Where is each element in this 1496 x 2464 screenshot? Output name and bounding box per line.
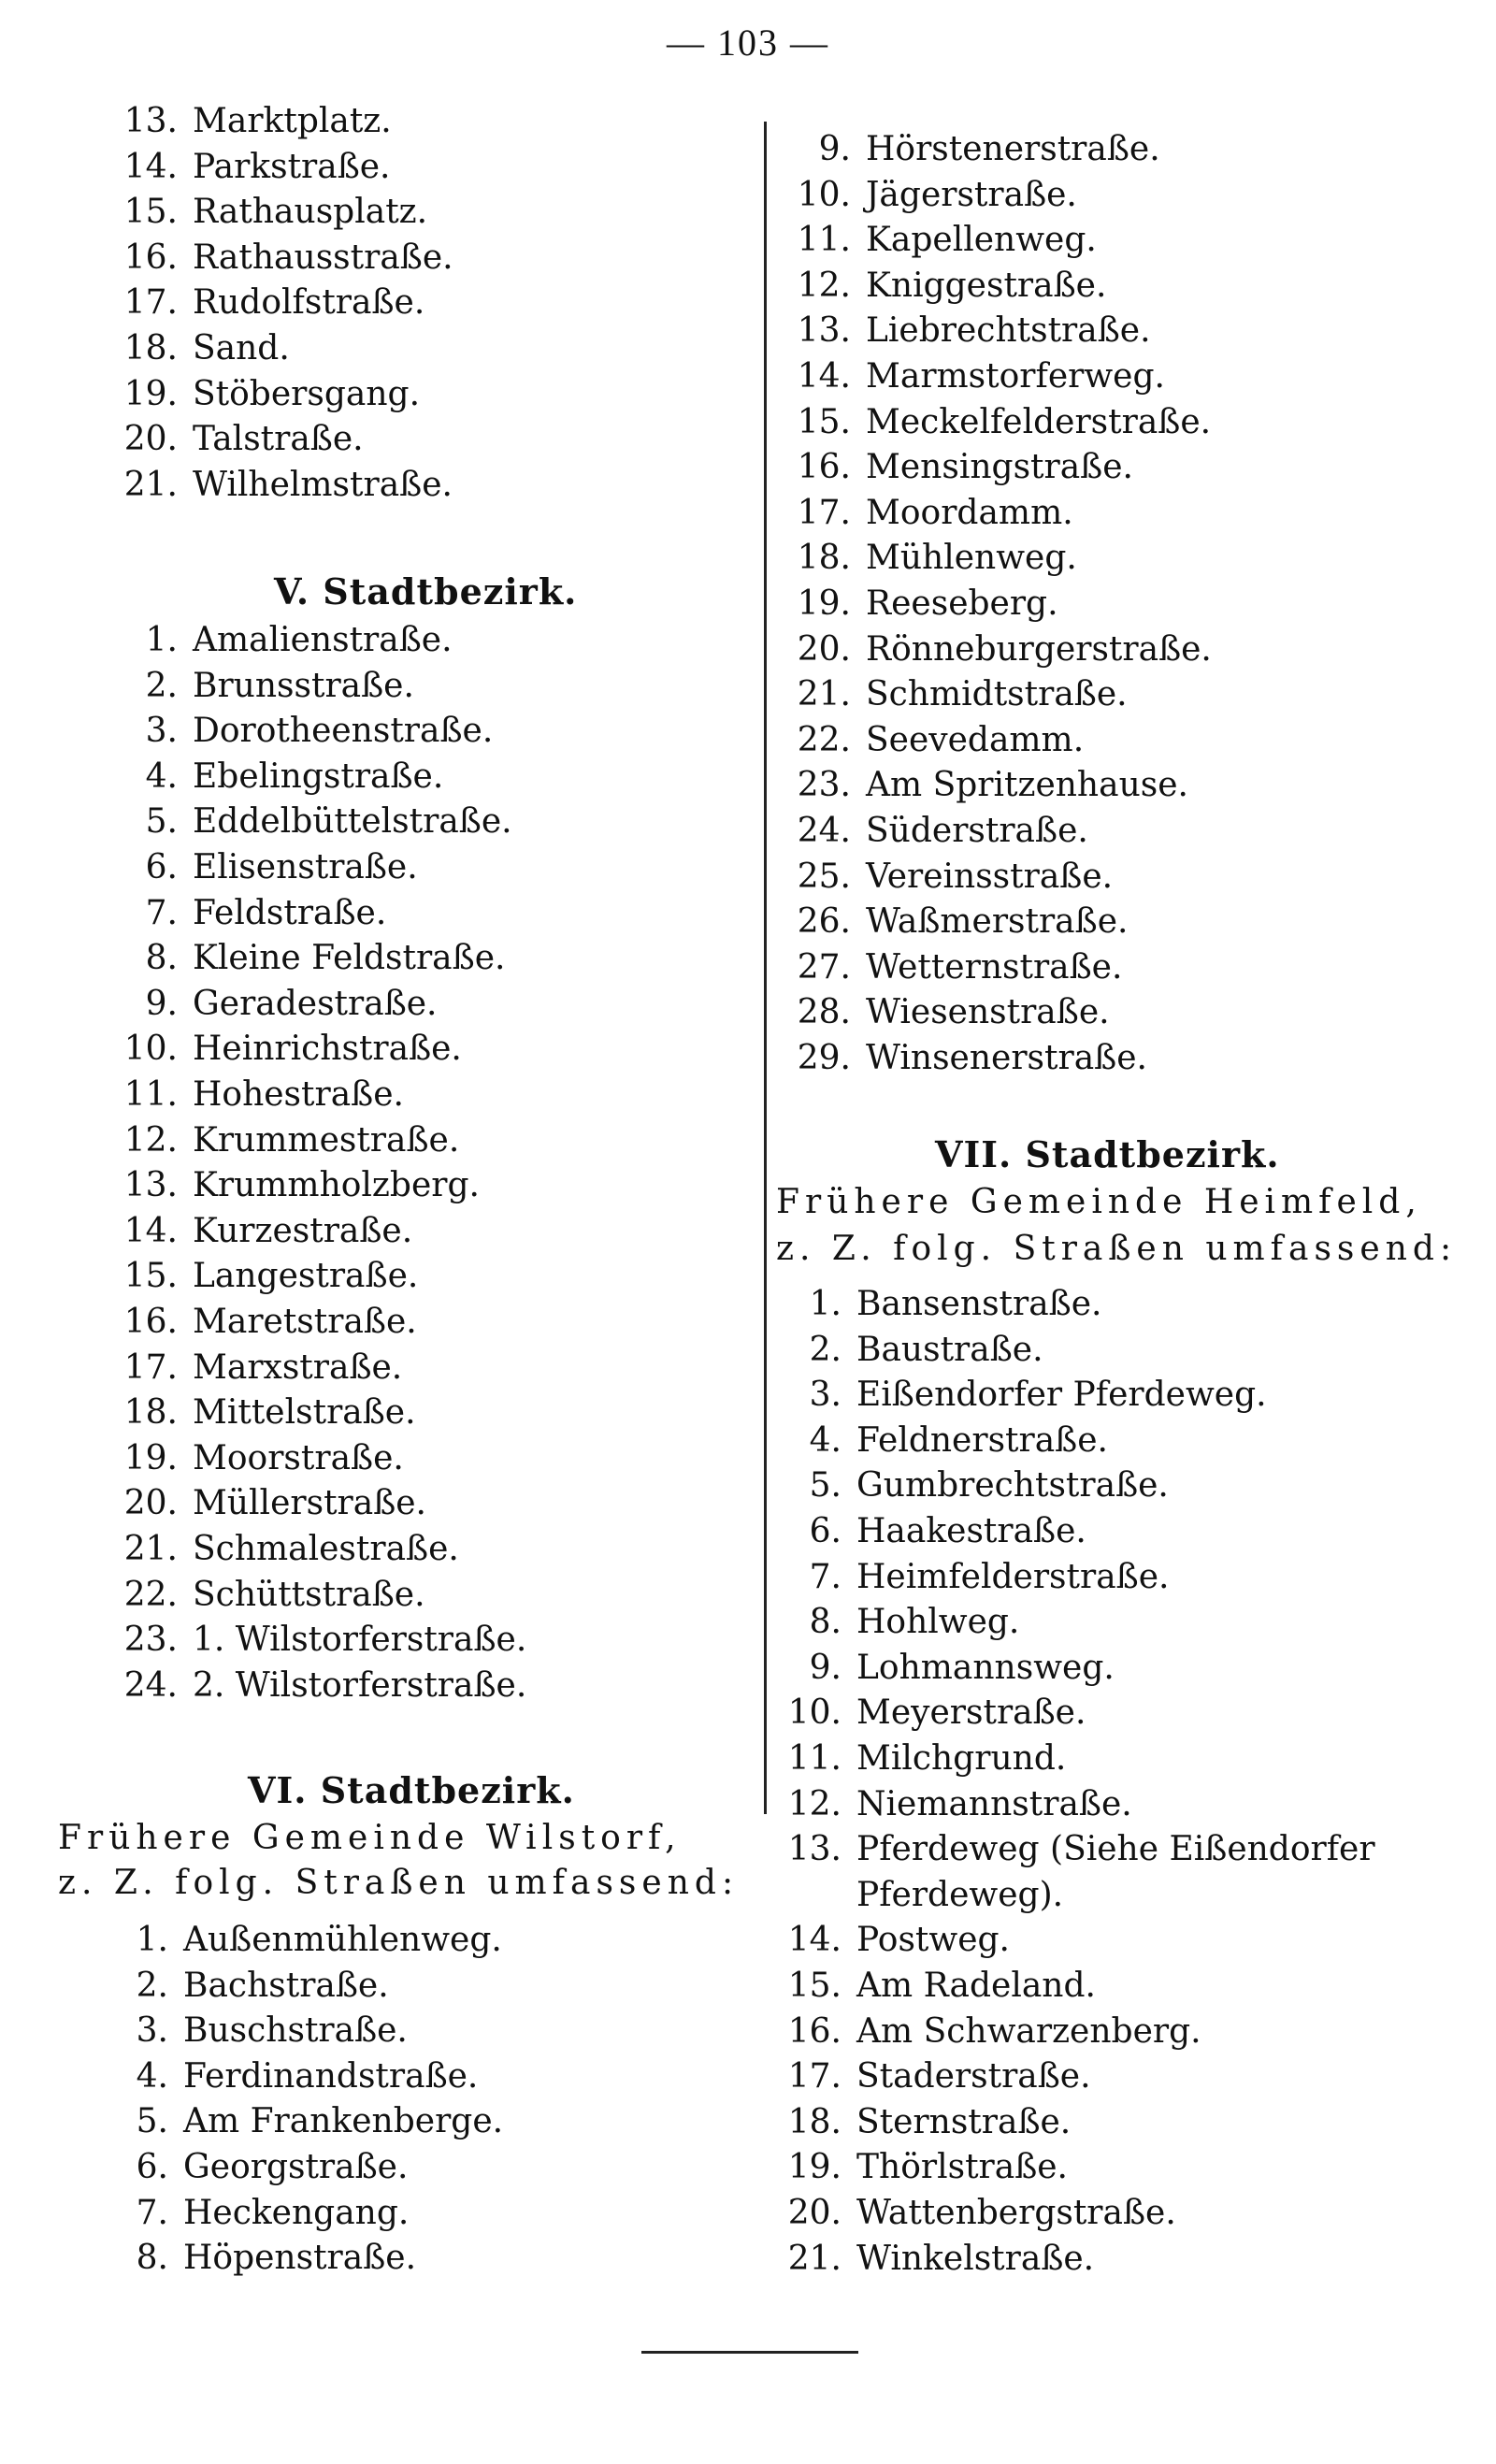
street-number: 12. — [123, 1120, 178, 1160]
street-entry — [94, 713, 493, 750]
street-name: Wattenbergstraße. — [856, 2194, 1176, 2232]
street-number: 21. — [123, 1530, 178, 1568]
street-entry — [757, 1740, 1066, 1778]
street-number: 17. — [797, 493, 851, 532]
street-entry — [767, 858, 1113, 896]
street-entry — [767, 449, 1133, 486]
street-entry — [94, 1030, 462, 1068]
street-name: Meckelfelderstraße. — [866, 402, 1212, 441]
street-entry — [767, 676, 1128, 713]
street-number: 12. — [787, 1784, 842, 1823]
street-name: Eißendorfer Pferdeweg. — [856, 1376, 1267, 1415]
street-entry — [94, 940, 505, 977]
street-name: Hohlweg. — [856, 1603, 1020, 1642]
street-name: Süderstraße. — [866, 812, 1088, 850]
street-name: Rönneburgerstraße. — [866, 629, 1212, 669]
street-name: Bachstraße. — [183, 1966, 389, 2005]
street-number: 25. — [797, 857, 851, 896]
street-number: 21. — [123, 465, 178, 504]
street-name: Feldnerstraße. — [856, 1420, 1108, 1460]
street-entry — [84, 2012, 408, 2050]
street-entry — [84, 2195, 409, 2232]
street-number: 26. — [797, 902, 851, 942]
street-number: 11. — [797, 221, 851, 260]
street-entry — [757, 2149, 1068, 2186]
street-name: Thörlstraße. — [856, 2148, 1069, 2187]
street-number: 17. — [123, 283, 178, 323]
street-entry — [94, 1167, 480, 1204]
street-entry — [767, 131, 1160, 168]
street-entry — [767, 767, 1188, 804]
street-entry — [94, 1577, 425, 1614]
street-name: Waßmerstraße. — [866, 902, 1129, 942]
street-name: Außenmühlenweg. — [183, 1921, 502, 1959]
street-number: 8. — [145, 939, 178, 978]
street-entry — [94, 803, 512, 841]
street-name: Kleine Feldstraße. — [193, 939, 506, 978]
street-number: 21. — [797, 675, 851, 714]
street-name: Winkelstraße. — [856, 2239, 1095, 2278]
street-name: Rathausstraße. — [193, 238, 453, 277]
street-entry — [94, 376, 420, 413]
street-number: 15. — [797, 402, 851, 441]
street-name: Schmidtstraße. — [866, 675, 1128, 714]
street-entry — [94, 1621, 526, 1659]
street-entry — [94, 849, 418, 886]
street-entry — [94, 149, 391, 186]
street-entry — [94, 668, 414, 705]
street-number: 6. — [809, 1512, 842, 1550]
street-name: Bansenstraße. — [856, 1285, 1102, 1323]
street-number: 16. — [797, 448, 851, 487]
street-name: Feldstraße. — [193, 893, 387, 932]
street-entry — [767, 585, 1058, 623]
street-number: 20. — [123, 420, 178, 459]
street-name: Marktplatz. — [193, 102, 392, 140]
street-number: 5. — [136, 2102, 168, 2141]
street-entry — [84, 2058, 478, 2096]
street-entry — [84, 1922, 502, 1959]
street-number: 29. — [797, 1039, 851, 1077]
street-entry — [767, 903, 1128, 941]
street-name: Langestraße. — [193, 1257, 419, 1296]
street-name: Hörstenerstraße. — [866, 130, 1160, 168]
street-name: Seevedamm. — [866, 720, 1085, 759]
street-name: Maretstraße. — [193, 1303, 417, 1341]
street-number: 23. — [797, 766, 851, 805]
street-number: 11. — [787, 1739, 842, 1778]
district-v-heading: V. Stadtbezirk. — [274, 570, 578, 612]
street-name: Krummestraße. — [193, 1120, 460, 1160]
street-number: 7. — [145, 893, 178, 932]
street-name: Meyerstraße. — [856, 1693, 1086, 1733]
street-entry — [84, 2149, 408, 2186]
street-name: Schmalestraße. — [193, 1530, 459, 1568]
street-name: Müllerstraße. — [193, 1484, 426, 1523]
street-name: Marmstorferweg. — [866, 357, 1165, 396]
street-entry — [94, 1440, 404, 1477]
street-name: Hohestraße. — [193, 1075, 404, 1114]
street-entry — [757, 1559, 1169, 1596]
street-number: 10. — [787, 1693, 842, 1733]
street-name: Ebelingstraße. — [193, 756, 444, 796]
street-number: 14. — [797, 357, 851, 396]
street-name: Wilhelmstraße. — [193, 465, 453, 504]
street-number: 19. — [797, 584, 851, 623]
street-name: Dorotheenstraße. — [193, 712, 494, 751]
street-entry — [757, 2241, 1094, 2278]
street-name: Baustraße. — [856, 1330, 1043, 1369]
street-number: 21. — [787, 2239, 842, 2278]
street-entry — [757, 1422, 1108, 1460]
street-name: Heinrichstraße. — [193, 1030, 462, 1069]
street-entry — [94, 421, 364, 458]
street-name: Krummholzberg. — [193, 1166, 480, 1205]
street-number: 27. — [797, 947, 851, 987]
street-number: 19. — [123, 374, 178, 413]
street-entry — [757, 1922, 1010, 1959]
street-entry — [757, 2104, 1071, 2141]
street-number: 18. — [123, 329, 178, 367]
street-name: Rathausplatz. — [193, 193, 428, 232]
street-name: 2. Wilstorferstraße. — [193, 1665, 527, 1705]
street-entry — [94, 758, 443, 796]
street-name: Moorstraße. — [193, 1438, 404, 1477]
street-name: Jägerstraße. — [866, 175, 1077, 214]
street-number: 10. — [123, 1030, 178, 1069]
street-number: 20. — [787, 2194, 842, 2232]
street-entry — [94, 622, 453, 659]
street-name: Elisenstraße. — [193, 848, 418, 886]
street-entry — [94, 467, 453, 504]
street-name: Wetternstraße. — [866, 947, 1123, 987]
street-name: Moordamm. — [866, 493, 1073, 532]
street-entry — [757, 1286, 1101, 1323]
street-name: Liebrechtstraße. — [866, 311, 1151, 351]
street-number: 16. — [787, 2011, 842, 2051]
street-number: 1. — [136, 1921, 168, 1959]
street-name: Pferdeweg). — [856, 1875, 1064, 1914]
street-number: 20. — [797, 629, 851, 669]
street-number: 4. — [145, 756, 178, 796]
street-number: 16. — [123, 1303, 178, 1341]
street-entry — [94, 1076, 404, 1114]
street-number: 3. — [136, 2011, 168, 2051]
street-number: 9. — [818, 130, 851, 168]
street-number: 13. — [797, 311, 851, 351]
street-name: Am Spritzenhause. — [866, 766, 1188, 805]
street-entry — [94, 239, 453, 277]
street-entry — [94, 1258, 418, 1295]
street-name: Sternstraße. — [856, 2102, 1072, 2141]
street-number: 7. — [809, 1557, 842, 1596]
street-name: Winsenerstraße. — [866, 1039, 1147, 1077]
street-number: 16. — [123, 238, 178, 277]
street-number: 8. — [136, 2239, 168, 2278]
street-entry — [94, 194, 427, 231]
street-entry — [94, 1531, 459, 1568]
street-entry — [767, 404, 1211, 441]
street-entry — [767, 540, 1077, 577]
street-name: Niemannstraße. — [856, 1784, 1132, 1823]
street-number: 3. — [145, 712, 178, 751]
street-number: 1. — [809, 1285, 842, 1323]
street-name: Eddelbüttelstraße. — [193, 802, 512, 842]
street-name: Staderstraße. — [856, 2057, 1091, 2097]
street-number: 15. — [787, 1967, 842, 2005]
street-number: 15. — [123, 1257, 178, 1296]
street-number: 23. — [123, 1621, 178, 1660]
street-entry — [757, 1694, 1086, 1732]
district-vii-intro-line-2: z. Z. folg. Straßen umfassend: — [776, 1230, 1458, 1268]
street-number: 28. — [797, 993, 851, 1032]
street-number: 7. — [136, 2193, 168, 2232]
street-name: Amalienstraße. — [193, 621, 453, 659]
street-name: Buschstraße. — [183, 2011, 408, 2051]
street-entry — [757, 1467, 1169, 1505]
street-name: Am Radeland. — [856, 1967, 1096, 2005]
street-entry — [757, 2058, 1091, 2096]
street-name: Sand. — [193, 329, 290, 367]
street-entry — [94, 1349, 402, 1387]
street-number: 5. — [145, 802, 178, 842]
district-vii-heading: VII. Stadtbezirk. — [935, 1133, 1280, 1175]
street-name: Brunsstraße. — [193, 666, 414, 705]
street-entry — [94, 1122, 459, 1160]
street-number: 2. — [136, 1966, 168, 2005]
street-name: Milchgrund. — [856, 1739, 1067, 1778]
street-name: Mittelstraße. — [193, 1393, 416, 1433]
street-entry — [767, 222, 1097, 259]
street-entry — [767, 312, 1151, 350]
street-entry — [757, 1967, 1096, 2005]
street-number: 18. — [797, 539, 851, 578]
street-name: Kapellenweg. — [866, 221, 1097, 260]
street-name: Am Frankenberge. — [183, 2102, 504, 2141]
street-number: 18. — [787, 2102, 842, 2141]
street-number: 4. — [809, 1420, 842, 1460]
street-number: 6. — [145, 848, 178, 886]
street-name: Mühlenweg. — [866, 539, 1077, 578]
street-number: 13. — [787, 1830, 842, 1869]
street-entry — [767, 813, 1088, 850]
street-name: Ferdinandstraße. — [183, 2056, 479, 2096]
street-number: 2. — [809, 1330, 842, 1369]
street-entry — [757, 1332, 1043, 1369]
street-entry — [767, 1040, 1147, 1077]
street-number: 6. — [136, 2148, 168, 2186]
street-entry — [84, 2240, 416, 2277]
street-entry — [94, 1304, 417, 1341]
street-entry — [757, 1513, 1086, 1550]
street-number: 20. — [123, 1484, 178, 1523]
street-number: 19. — [123, 1438, 178, 1477]
street-number: 22. — [123, 1575, 178, 1614]
street-entry — [767, 358, 1165, 396]
street-entry — [94, 1213, 412, 1250]
street-name: Vereinsstraße. — [866, 857, 1114, 896]
street-entry — [757, 2013, 1201, 2051]
street-entry — [767, 267, 1106, 305]
street-name: Postweg. — [856, 1921, 1010, 1960]
street-entry — [94, 1394, 416, 1432]
street-name: Reeseberg. — [866, 584, 1058, 623]
street-number: 11. — [123, 1075, 178, 1114]
street-name: Pferdeweg (Siehe Eißendorfer — [856, 1830, 1375, 1869]
street-entry — [767, 495, 1073, 532]
street-entry — [757, 1650, 1115, 1687]
street-entry — [757, 1786, 1132, 1823]
street-entry — [94, 284, 424, 322]
street-name: Lohmannsweg. — [856, 1648, 1115, 1687]
street-entry — [94, 1485, 426, 1522]
street-name: Haakestraße. — [856, 1512, 1086, 1550]
page-number: — 103 — — [667, 22, 829, 64]
street-name: Georgstraße. — [183, 2148, 409, 2186]
street-name: Schüttstraße. — [193, 1575, 425, 1614]
street-entry — [757, 1831, 1375, 1868]
street-entry — [767, 994, 1110, 1031]
street-name: Wiesenstraße. — [866, 993, 1110, 1032]
street-name: Heckengang. — [183, 2193, 410, 2232]
bottom-rule — [641, 2351, 858, 2354]
street-number: 14. — [123, 147, 178, 186]
street-number: 9. — [145, 984, 178, 1023]
street-number: 13. — [123, 102, 178, 140]
street-entry — [94, 986, 438, 1023]
street-name: Stöbersgang. — [193, 374, 421, 413]
street-number: 12. — [797, 266, 851, 305]
street-name: Am Schwarzenberg. — [856, 2011, 1201, 2051]
street-entry — [94, 895, 386, 932]
street-entry — [767, 949, 1122, 987]
street-entry — [94, 103, 392, 140]
street-entry — [767, 722, 1084, 759]
street-number: 8. — [809, 1603, 842, 1642]
street-number: 4. — [136, 2056, 168, 2096]
district-vi-heading: VI. Stadtbezirk. — [248, 1769, 575, 1811]
street-name: Kniggestraße. — [866, 266, 1107, 305]
street-name: Marxstraße. — [193, 1347, 403, 1387]
street-name: Talstraße. — [193, 420, 364, 459]
district-vi-intro-line-2: z. Z. folg. Straßen umfassend: — [58, 1864, 740, 1902]
street-number: 24. — [123, 1665, 178, 1705]
street-entry — [757, 1376, 1267, 1414]
street-number: 14. — [787, 1921, 842, 1960]
street-number: 5. — [809, 1466, 842, 1506]
street-name: Heimfelderstraße. — [856, 1557, 1170, 1596]
street-entry — [757, 1604, 1019, 1641]
street-name: Mensingstraße. — [866, 448, 1133, 487]
street-number: 2. — [145, 666, 178, 705]
street-name: Gumbrechtstraße. — [856, 1466, 1169, 1506]
street-number: 13. — [123, 1166, 178, 1205]
street-number: 22. — [797, 720, 851, 759]
street-number: 24. — [797, 812, 851, 850]
street-entry — [767, 631, 1212, 669]
street-name: Parkstraße. — [193, 147, 391, 186]
district-vi-intro-line-1: Frühere Gemeinde Wilstorf, — [58, 1819, 682, 1857]
street-number: 15. — [123, 193, 178, 232]
street-entry — [757, 1877, 1063, 1914]
street-entry — [757, 2195, 1176, 2232]
street-entry — [94, 1667, 526, 1705]
street-number: 17. — [787, 2057, 842, 2097]
street-name: Kurzestraße. — [193, 1211, 413, 1250]
street-number: 9. — [809, 1648, 842, 1687]
street-number: 1. — [145, 621, 178, 659]
street-name: Höpenstraße. — [183, 2239, 417, 2278]
street-name: Rudolfstraße. — [193, 283, 425, 323]
street-number: 3. — [809, 1376, 842, 1415]
street-entry — [767, 177, 1077, 214]
street-entry — [84, 2103, 503, 2140]
street-number: 10. — [797, 175, 851, 214]
street-name: 1. Wilstorferstraße. — [193, 1621, 527, 1660]
street-name: Geradestraße. — [193, 984, 438, 1023]
street-entry — [94, 330, 290, 367]
district-vii-intro-line-1: Frühere Gemeinde Heimfeld, — [776, 1183, 1422, 1221]
street-number: 18. — [123, 1393, 178, 1433]
street-number: 14. — [123, 1211, 178, 1250]
street-number: 19. — [787, 2148, 842, 2187]
street-number: 17. — [123, 1347, 178, 1387]
street-entry — [84, 1967, 389, 2005]
